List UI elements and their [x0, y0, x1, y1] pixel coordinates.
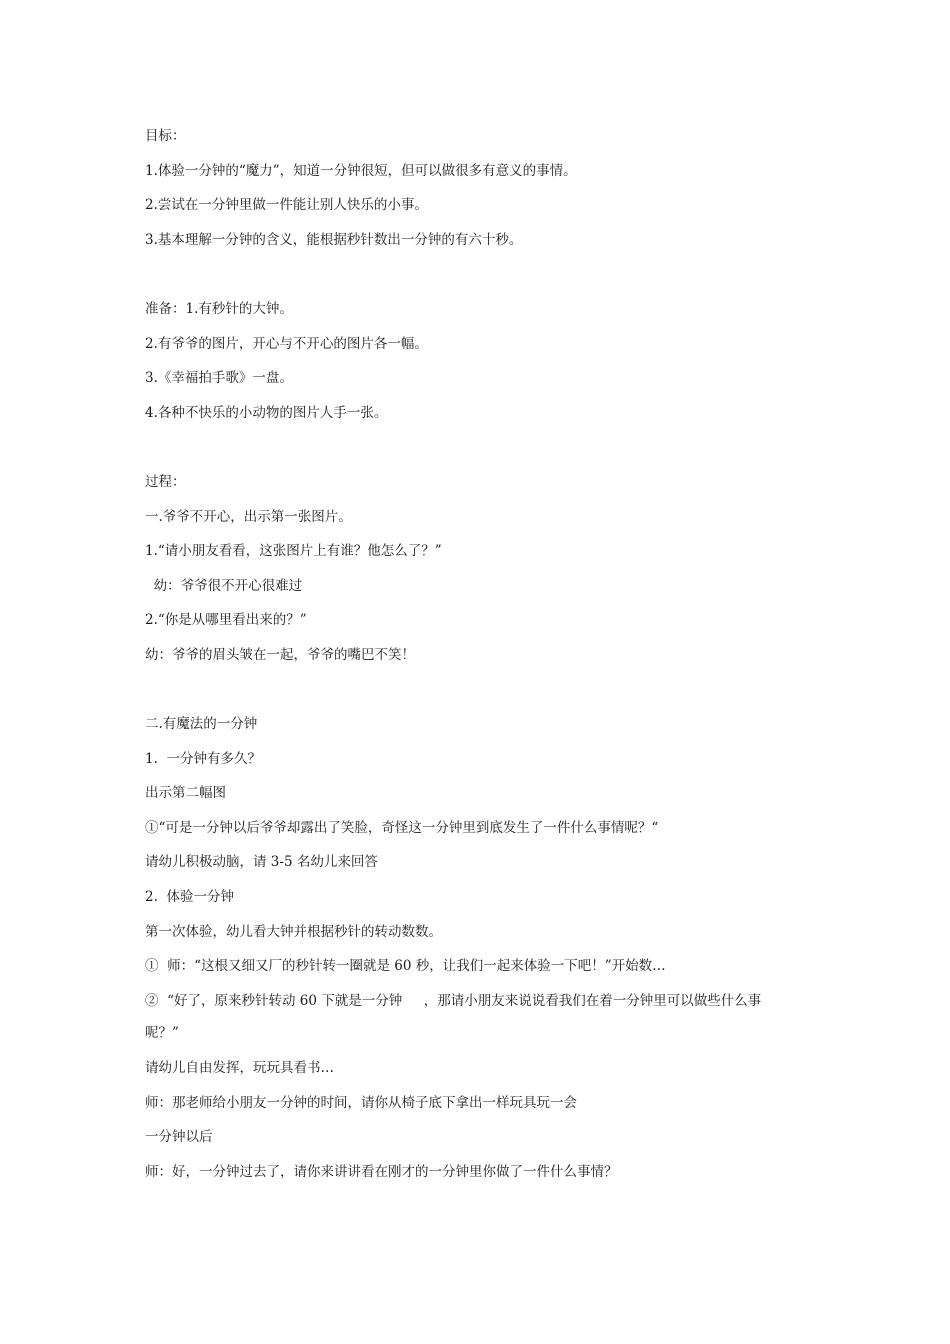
goal-item: 3.基本理解一分钟的含义，能根据秒针数出一分钟的有六十秒。 — [145, 231, 523, 248]
process-line: 请幼儿自由发挥，玩玩具看书… — [145, 1060, 334, 1077]
goals-heading: 目标： — [145, 128, 186, 144]
process-line: 1.“请小朋友看看，这张图片上有谁？他怎么了？” — [145, 543, 442, 560]
process-line: 幼：爷爷很不开心很难过 — [145, 577, 303, 594]
spacer — [145, 264, 825, 299]
process-line: 一.爷爷不开心，出示第一张图片。 — [145, 508, 352, 525]
process-line: ② “好了，原来秒针转动 60 下就是一分钟 ，那请小朋友来说说看我们在着一分钟里可以做些什么事 — [145, 992, 762, 1009]
process-line: 出示第二幅图 — [145, 785, 226, 802]
process-line: 呢？” — [145, 1025, 179, 1042]
process-heading: 过程： — [145, 473, 186, 490]
process-line: 第一次体验，幼儿看大钟并根据秒针的转动数数。 — [145, 923, 442, 940]
prep-item: 3.《幸福拍手歌》一盘。 — [145, 370, 293, 387]
prep-item: 2.有爷爷的图片，开心与不开心的图片各一幅。 — [145, 335, 428, 352]
document-body — [145, 126, 825, 1196]
process-line: ① 师：“这根又细又厂的秒针转一圈就是 60 秒，让我们一起来体验一下吧！”开始数… — [145, 958, 666, 975]
process-line: 一分钟以后 — [145, 1129, 213, 1146]
process-line: 2.“你是从哪里看出来的？” — [145, 612, 307, 629]
process-line: ①“可是一分钟以后爷爷却露出了笑脸，奇怪这一分钟里到底发生了一件什么事情呢？“ — [145, 819, 659, 836]
prep-item: 准备：1.有秒针的大钟。 — [145, 300, 293, 317]
process-line: 请幼儿积极动脑，请 3-5 名幼儿来回答 — [145, 854, 378, 871]
spacer — [145, 680, 825, 715]
process-line: 幼：爷爷的眉头皱在一起，爷爷的嘴巴不笑！ — [145, 646, 415, 663]
process-line: 师：那老师给小朋友一分钟的时间，请你从椅子底下拿出一样玩具玩一会 — [145, 1094, 577, 1111]
process-line: 2. 体验一分钟 — [145, 889, 234, 906]
goal-item: 2.尝试在一分钟里做一件能让别人快乐的小事。 — [145, 197, 428, 214]
spacer — [145, 437, 825, 472]
process-line: 1. 一分钟有多久？ — [145, 750, 261, 767]
process-line: 师：好，一分钟过去了，请你来讲讲看在刚才的一分钟里你做了一件什么事情？ — [145, 1163, 618, 1180]
goal-item: 1.体验一分钟的“魔力”，知道一分钟很短，但可以做很多有意义的事情。 — [145, 162, 577, 179]
section-heading: 二.有魔法的一分钟 — [145, 716, 258, 733]
prep-item: 4.各种不快乐的小动物的图片人手一张。 — [145, 404, 388, 421]
